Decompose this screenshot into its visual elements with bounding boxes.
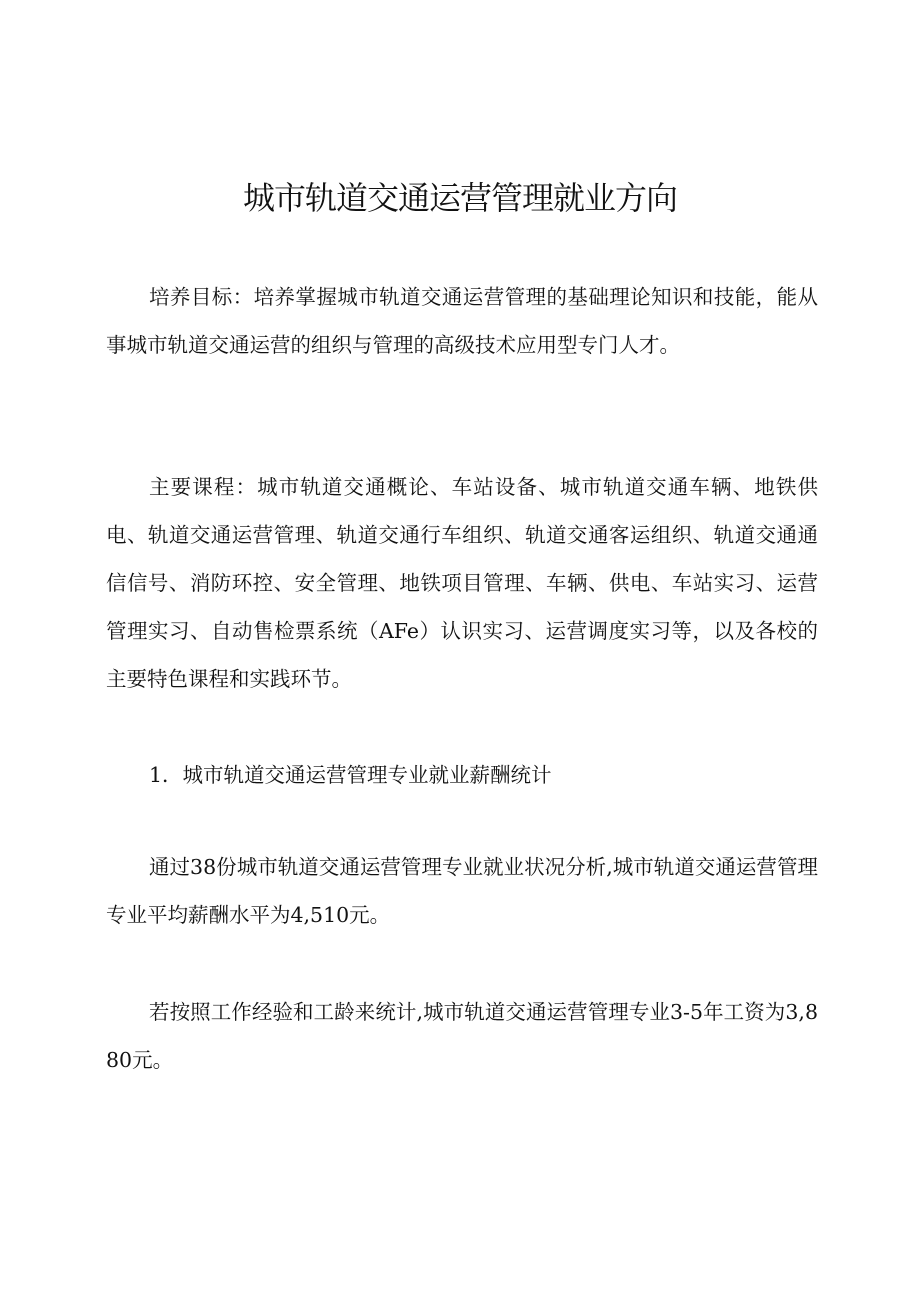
page-title: 城市轨道交通运营管理就业方向 — [242, 179, 677, 217]
paragraph-experience-salary: 若按照工作经验和工龄来统计,城市轨道交通运营管理专业3-5年工资为3,880元。 — [106, 1000, 818, 1072]
section-heading-salary-statistics: 1．城市轨道交通运营管理专业就业薪酬统计 — [149, 763, 552, 787]
paragraph-main-courses: 主要课程：城市轨道交通概论、车站设备、城市轨道交通车辆、地铁供电、轨道交通运营管理、轨道交通行车组织、轨道交通客运组织、轨道交通通信信号、消防环控、安全管理、地铁项目管理、车辆、供电、车站实习、运营管理实习、自动售检票系统（AFe）认识实习、运营调度实习等，以及各校的主要特色课程和实践环节。 — [106, 475, 818, 691]
paragraph-training-goal: 培养目标：培养掌握城市轨道交通运营管理的基础理论知识和技能，能从事城市轨道交通运营的组织与管理的高级技术应用型专门人才。 — [106, 285, 818, 357]
paragraph-average-salary: 通过38份城市轨道交通运营管理专业就业状况分析,城市轨道交通运营管理专业平均薪酬水平为4,510元。 — [106, 855, 818, 927]
